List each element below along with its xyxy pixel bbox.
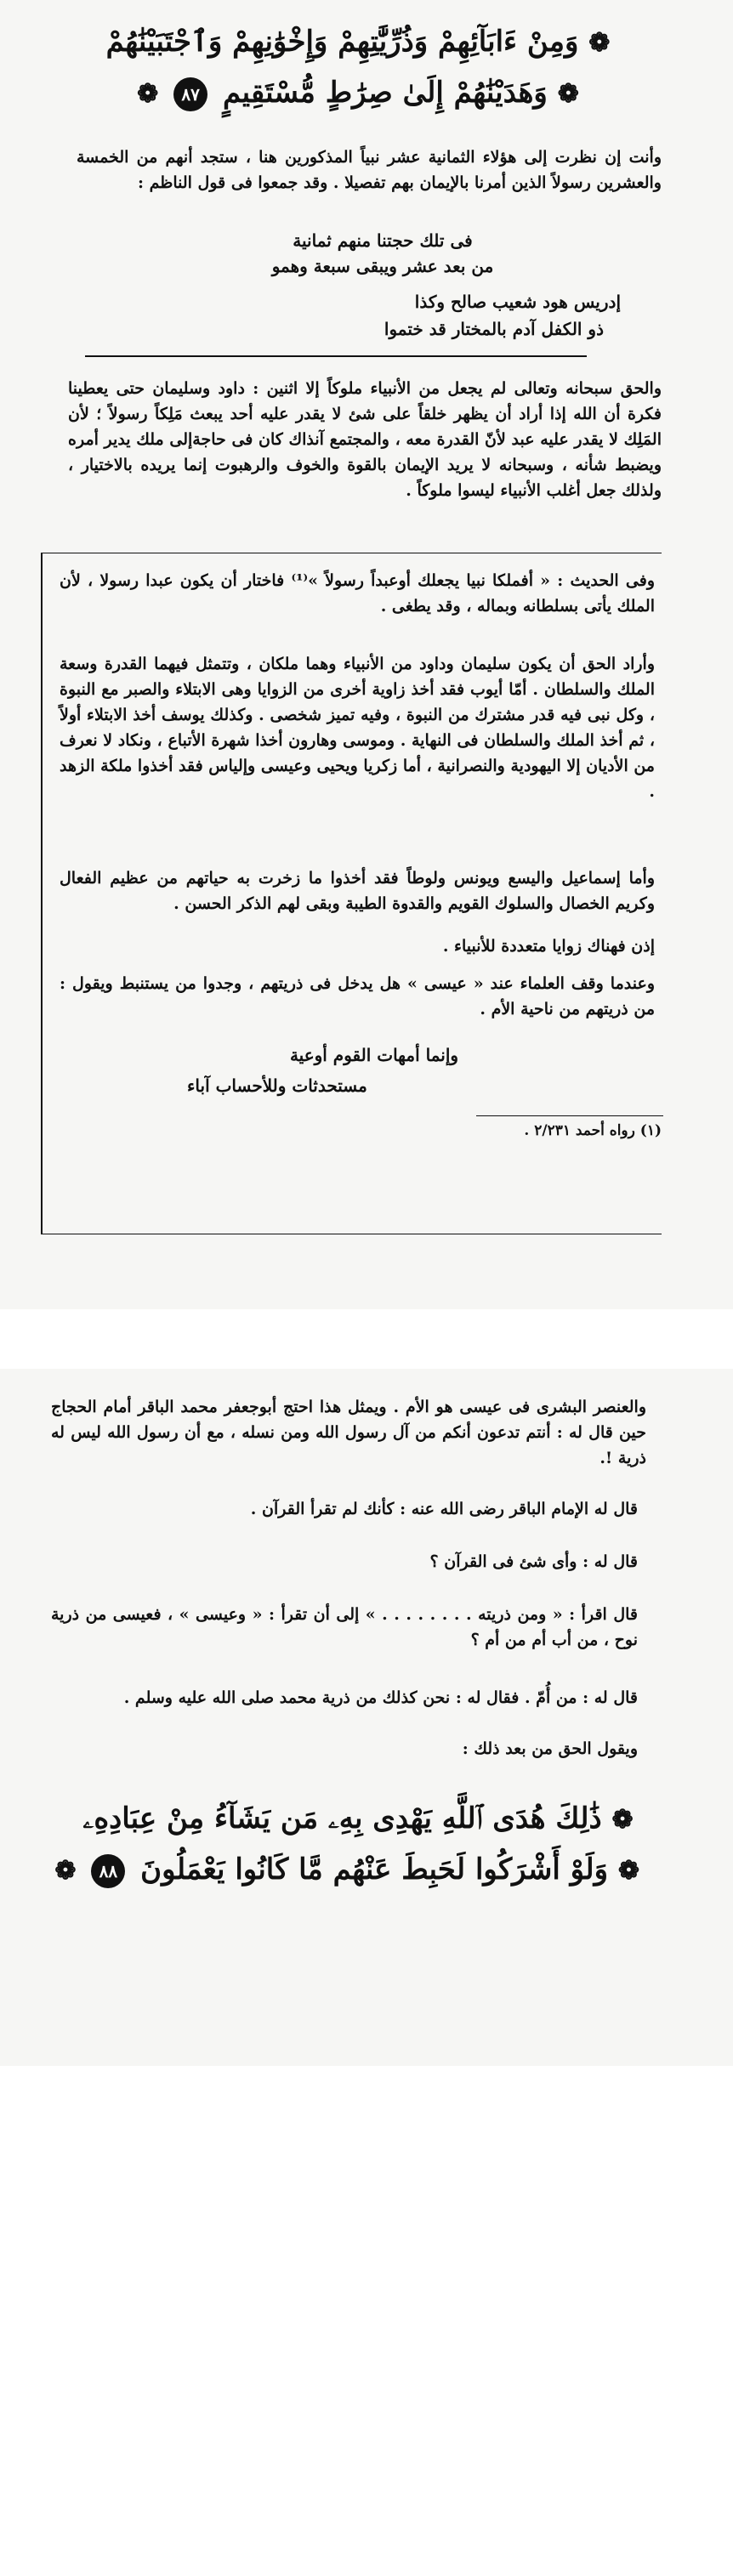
- page-two: [0, 1369, 733, 2066]
- poem-line-1: فى تلك حجتنا منهم ثمانية: [293, 230, 473, 251]
- dialog-line-1: قال له الإمام الباقر رضى الله عنه : كأنك لم تقرأ القرآن .: [250, 1500, 638, 1518]
- separator-line: [85, 355, 587, 357]
- poem-line-4: ذو الكفل آدم بالمختار قد ختموا: [384, 319, 604, 339]
- baqir-intro-paragraph: والعنصر البشرى فى عيسى هو الأم . ويمثل هذا احتج أبوجعفر محمد الباقر أمام الحجاج حين قال له : أنتم تدعون أنكم من آل رسول الله ومن نسله ، مع أن رسول الله ليس له ذرية !.: [51, 1398, 646, 1467]
- ornament-icon: ❁: [617, 1856, 639, 1886]
- verse-88-line-1: ❁ ذَٰلِكَ هُدَى ٱللَّهِ يَهْدِى بِهِۦ مَن يَشَآءُ مِنْ عِبَادِهِۦ: [77, 1794, 639, 1845]
- ornament-icon: ❁: [54, 1856, 77, 1886]
- ismail-paragraph: وأما إسماعيل واليسع ويونس ولوطاً فقد أخذوا ما زخرت به حياتهم من عظيم الفعال وكريم الخصال والسلوك القويم والقدوة الطيبة وبقى لهم الذكر الحسن .: [60, 869, 655, 913]
- ayah-number-87: ٨٧: [173, 77, 207, 111]
- ayah-number-88: ٨٨: [91, 1854, 125, 1888]
- verse-87-line-1: ❁ وَمِنْ ءَابَآئِهِمْ وَذُرِّيَّٰتِهِمْ وَإِخْوَٰنِهِمْ وَٱجْتَبَيْنَٰهُمْ: [77, 17, 639, 68]
- verse-87-banner: [77, 17, 639, 119]
- verse-88-line-2: ❁ وَلَوْ أَشْرَكُوا لَحَبِطَ عَنْهُم مَّا كَانُوا يَعْمَلُونَ ٨٨ ❁: [77, 1845, 639, 1896]
- ornament-icon: ❁: [611, 1805, 634, 1835]
- dialog-line-2: قال له : وأى شئ فى القرآن ؟: [429, 1552, 638, 1571]
- intro-paragraph: وأنت إن نظرت إلى هؤلاء الثمانية عشر نبياً المذكورين هنا ، ستجد أنهم من الخمسة والعشرين رسولاً الذين أمرنا بالإيمان بهم تفصيلا . وقد جمعوا فى قول الناظم :: [77, 148, 662, 192]
- mothers-verse-line-2: مستحدثات وللأحساب آباء: [187, 1075, 367, 1096]
- mothers-verse-line-1: وإنما أمهات القوم أوعية: [289, 1045, 459, 1065]
- kings-paragraph: والحق سبحانه وتعالى لم يجعل من الأنبياء ملوكاً إلا اثنين : داود وسليمان حتى يعطينا فكرة أن الله إذا أراد أن يظهر خلقاً على شئ لا يقدر عليه أحد يبعث مَلِكاً رسولاً ؛ لأن المَلِك لا يقدر عليه عبد لأنّ القدرة معه ، والمجتمع آنذاك كان فى حاجةإلى ملك يدير أمره ويضبط شأنه ، وسبحانه لا يريد الإيمان بالقوة والخوف والرهبوت إنما يريده بالاختيار ، ولذلك جعل أغلب الأنبياء ليسوا ملوكاً .: [68, 379, 662, 500]
- hadith-paragraph: وفى الحديث : « أفملكا نبيا يجعلك أوعبداً رسولاً »⁽¹⁾ فاختار أن يكون عبدا رسولا ، لأن الملك يأتى بسلطانه وبماله ، وقد يطغى .: [60, 571, 655, 616]
- footnote: (١) رواه أحمد ٢/٢٣١ .: [524, 1122, 662, 1139]
- dialog-line-4: قال له : من أُمّ . فقال له : نحن كذلك من ذرية محمد صلى الله عليه وسلم .: [123, 1688, 638, 1707]
- ornament-icon: ❁: [137, 79, 159, 109]
- poem-line-2: من بعد عشر ويبقى سبعة وهمو: [271, 256, 494, 276]
- dialog-line-3: قال اقرأ : « ومن ذريته . . . . . . . . » إلى أن تقرأ : « وعيسى » ، فعيسى من ذرية نوح ، من أب أم من أم ؟: [51, 1605, 638, 1649]
- footnote-separator: [476, 1115, 663, 1116]
- poem-line-3: إدريس هود شعيب صالح وكذا: [414, 292, 621, 312]
- scholars-paragraph: وعندما وقف العلماء عند « عيسى » هل يدخل فى ذريتهم ، وجدوا من يستنبط ويقول : من ذريتهم من ناحية الأم .: [60, 974, 655, 1018]
- verse-88-banner: [54, 1794, 639, 1896]
- dialog-line-5: ويقول الحق من بعد ذلك :: [462, 1739, 638, 1758]
- ornament-icon: ❁: [557, 79, 579, 109]
- angles-paragraph: وأراد الحق أن يكون سليمان وداود من الأنبياء وهما ملكان ، وتتمثل فيهما القدرة وسعة الملك والسلطان . أمّا أيوب فقد أخذ زاوية أخرى من الزوايا وهى الابتلاء والصبر مع النبوة ، وكل نبى فيه قدر مشترك من النبوة ، وفيه تميز شخصى . وكذلك يوسف أخذ الابتلاء أولاً ، ثم أخذ الملك والسلطان فى النهاية . وموسى وهارون أخذا شهرة الأتباع ، ونكاد لا نعرف من الأديان إلا اليهودية والنصرانية ، أما زكريا ويحيى وعيسى وإلياس فقد أخذوا ملكة الزهد .: [60, 655, 655, 801]
- verse-87-line-2: ❁ وَهَدَيْنَٰهُمْ إِلَىٰ صِرَٰطٍ مُّسْتَقِيمٍ ٨٧ ❁: [77, 68, 639, 119]
- angles-summary: إذن فهناك زوايا متعددة للأنبياء .: [442, 937, 655, 956]
- ornament-icon: ❁: [588, 28, 611, 58]
